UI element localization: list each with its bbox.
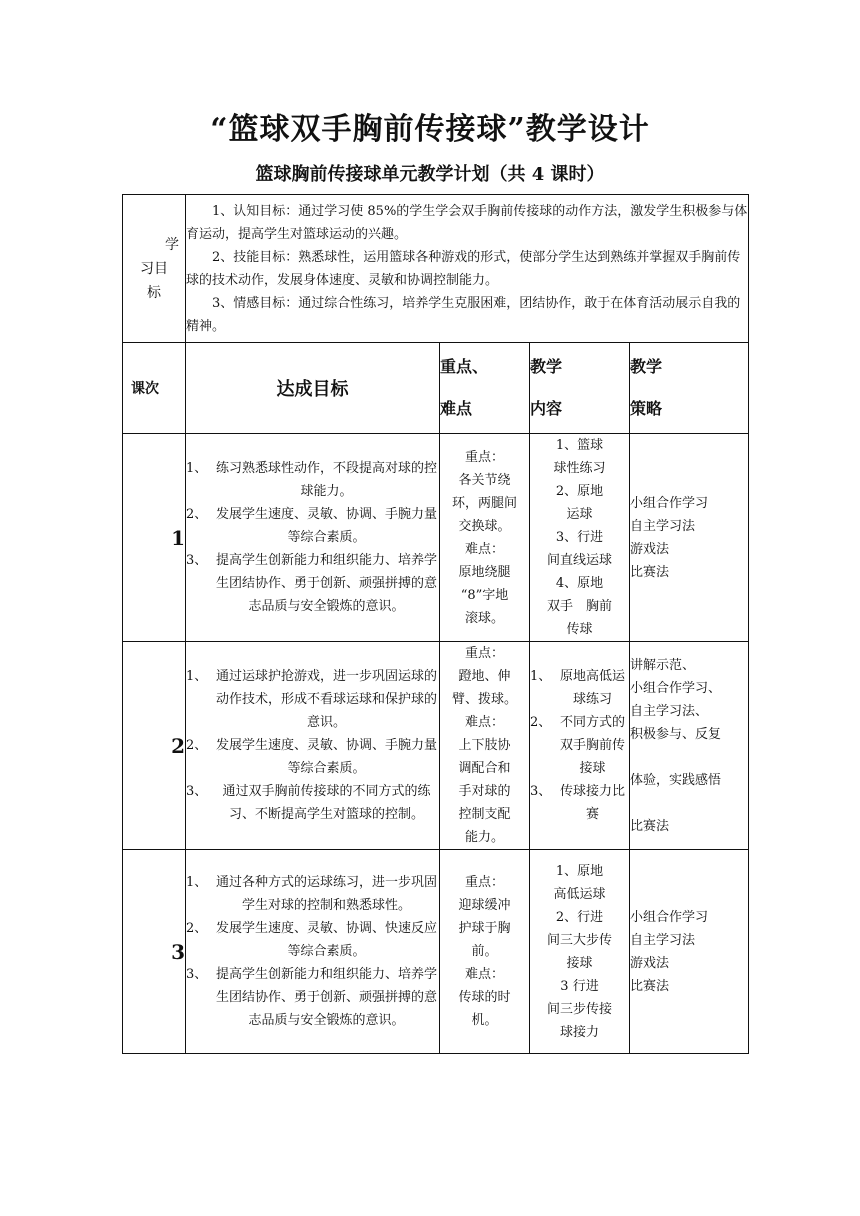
lesson-focus: [440, 642, 530, 850]
goal-number: 1、: [186, 669, 208, 684]
goal-number: 2、: [186, 738, 208, 753]
strategy-line: 比赛法: [630, 818, 670, 834]
lesson-number: 3: [123, 850, 186, 1054]
content-line: 球性练习: [553, 461, 606, 476]
objectives-label: [123, 195, 186, 343]
header-strategy: [630, 343, 749, 434]
goal-item: [186, 549, 439, 618]
lesson-strategy: [630, 434, 749, 642]
lesson-strategy: [630, 642, 749, 850]
strategy-line: 比赛法: [630, 564, 670, 580]
objectives-text: [186, 195, 749, 343]
strategy-line: 自主学习法: [630, 932, 696, 948]
strategy-line: 游戏法: [630, 541, 670, 557]
document-subtitle: 篮球胸前传接球单元教学计划（共 4 课时）: [255, 164, 605, 185]
lesson-plan-table: [122, 194, 749, 1054]
strategy-line: 体验，实践感悟: [630, 772, 722, 788]
focus-line: 调配合和: [458, 761, 511, 776]
lesson-focus: [440, 434, 530, 642]
goal-item: [186, 963, 439, 1032]
lesson-number: 1: [123, 434, 186, 642]
content-line: 1、原地: [555, 863, 604, 879]
goal-item: [186, 780, 439, 826]
goal-item: [186, 917, 439, 963]
lesson-content: [530, 850, 630, 1054]
header-focus: [440, 343, 530, 434]
lesson-row: [123, 642, 749, 850]
focus-line: 蹬地、伸: [458, 669, 511, 684]
content-line: 球接力: [559, 1024, 599, 1040]
strategy-line: 积极参与、反复: [630, 726, 722, 742]
header-strategy-line: 策略: [630, 399, 663, 418]
content-line: 3、行进: [555, 530, 604, 545]
goal-text: 提高学生创新能力和组织能力、培养学生团结协作、勇于创新、顽强拼搏的意志品质与安全锻炼的意识。: [215, 967, 437, 1028]
lesson-row: [123, 850, 749, 1054]
header-lesson: 课次: [123, 343, 186, 434]
content-line: 运球: [566, 507, 593, 522]
goal-item: [186, 457, 439, 503]
objective-affective: 3、情感目标：通过综合性练习，培养学生克服困难，团结协作，敢于在体育活动展示自我的精神。: [186, 295, 741, 334]
lesson-goals: [186, 434, 440, 642]
focus-line: 前。: [471, 944, 498, 959]
goal-item: [186, 871, 439, 917]
content-number: 3、: [530, 784, 552, 799]
strategy-line: 小组合作学习: [630, 495, 709, 511]
focus-line: 重点：: [464, 646, 504, 661]
content-text: 不同方式的双手胸前传接球: [559, 715, 625, 776]
header-focus-line: 重点、: [440, 357, 489, 376]
lesson-strategy: [630, 850, 749, 1054]
content-number: 1、: [530, 669, 552, 684]
content-line: 4、原地: [555, 576, 604, 591]
strategy-line: 自主学习法: [630, 518, 696, 534]
goal-text: 通过双手胸前传接球的不同方式的练习、不断提高学生对篮球的控制。: [222, 784, 431, 822]
focus-line: 环，两腿间: [451, 495, 517, 511]
header-content-line: 内容: [530, 399, 563, 418]
focus-line: 控制支配: [458, 807, 511, 822]
goal-text: 发展学生速度、灵敏、协调、手腕力量等综合素质。: [215, 507, 437, 545]
focus-line: 护球于胸: [458, 921, 511, 936]
goal-text: 发展学生速度、灵敏、协调、快速反应等综合素质。: [215, 921, 437, 959]
lesson-goals: [186, 850, 440, 1054]
focus-line: “8”字地: [460, 587, 509, 603]
lesson-focus: [440, 850, 530, 1054]
content-line: 间直线运球: [546, 553, 612, 568]
strategy-line: 比赛法: [630, 978, 670, 994]
header-focus-line: 难点: [440, 399, 473, 418]
content-item: [530, 711, 629, 780]
lesson-row: [123, 434, 749, 642]
content-line: 高低运球: [553, 886, 606, 902]
focus-line: 迎球缓冲: [458, 898, 511, 913]
lesson-goals: [186, 642, 440, 850]
strategy-line: 讲解示范、: [630, 657, 696, 673]
objective-skill: 2、技能目标：熟悉球性，运用篮球各种游戏的形式，使部分学生达到熟练并掌握双手胸前传球的技术动作，发展身体速度、灵敏和协调控制能力。: [186, 249, 741, 288]
content-line: 间三步传接: [546, 1001, 612, 1017]
goal-text: 提高学生创新能力和组织能力、培养学生团结协作、勇于创新、顽强拼搏的意志品质与安全锻炼的意识。: [215, 553, 437, 614]
goal-number: 1、: [186, 875, 208, 890]
content-number: 2、: [530, 715, 552, 730]
content-text: 传球接力比赛: [559, 784, 625, 822]
focus-line: 难点：: [464, 541, 504, 557]
objective-cognitive: 1、认知目标：通过学习使 85%的学生学会双手胸前传接球的动作方法，激发学生积极参与体育运动，提高学生对篮球运动的兴趣。: [186, 203, 748, 242]
goal-text: 练习熟悉球性动作，不段提高对球的控球能力。: [215, 461, 437, 499]
goal-text: 通过各种方式的运球练习，进一步巩固学生对球的控制和熟悉球性。: [215, 875, 437, 913]
header-content-line: 教学: [530, 357, 563, 376]
header-content: [530, 343, 630, 434]
content-line: 传球: [566, 622, 593, 637]
goal-number: 3、: [186, 967, 208, 982]
focus-line: 难点：: [464, 715, 504, 730]
lesson-number: 2: [123, 642, 186, 850]
objectives-label-line: 习目: [140, 260, 168, 277]
objectives-label-line: 标: [147, 284, 161, 301]
goal-number: 2、: [186, 921, 208, 936]
header-goal: 达成目标: [186, 343, 440, 434]
objectives-label-line: 学: [165, 236, 179, 253]
focus-line: 原地绕腿: [458, 564, 511, 580]
focus-line: 滚球。: [464, 610, 504, 626]
focus-line: 各关节绕: [458, 472, 511, 488]
content-line: 接球: [566, 955, 593, 971]
goal-number: 1、: [186, 461, 208, 476]
goal-number: 3、: [186, 784, 208, 799]
focus-line: 重点：: [464, 449, 504, 465]
goal-number: 2、: [186, 507, 208, 522]
goal-number: 3、: [186, 553, 208, 568]
content-line: 2、原地: [555, 484, 604, 499]
focus-line: 能力。: [464, 830, 504, 845]
content-line: 1、篮球: [555, 438, 604, 453]
focus-line: 重点：: [464, 875, 504, 890]
strategy-line: 小组合作学习: [630, 909, 709, 925]
focus-line: 交换球。: [458, 518, 511, 534]
focus-line: 臂、拨球。: [451, 692, 517, 707]
content-text: 原地高低运球练习: [559, 669, 625, 707]
focus-line: 上下肢协: [458, 738, 511, 753]
lesson-content: [530, 642, 630, 850]
goal-item: [186, 503, 439, 549]
content-line: 间三大步传: [546, 932, 612, 948]
focus-line: 手对球的: [458, 784, 511, 799]
document-title: “篮球双手胸前传接球”教学设计: [210, 112, 650, 147]
goal-text: 发展学生速度、灵敏、协调、手腕力量等综合素质。: [215, 738, 437, 776]
focus-line: 传球的时: [458, 990, 511, 1005]
content-item: [530, 665, 629, 711]
content-line: 双手 胸前: [546, 599, 612, 614]
header-strategy-line: 教学: [630, 357, 663, 376]
objectives-row: [123, 195, 749, 343]
strategy-line: 小组合作学习、: [630, 680, 722, 696]
focus-line: 机。: [471, 1013, 498, 1028]
content-line: 2、行进: [555, 909, 604, 925]
goal-item: [186, 665, 439, 734]
goal-text: 通过运球护抢游戏，进一步巩固运球的动作技术，形成不看球运球和保护球的意识。: [215, 669, 437, 730]
strategy-line: 自主学习法、: [630, 703, 709, 719]
strategy-line: [630, 792, 748, 815]
lesson-content: [530, 434, 630, 642]
content-item: [530, 780, 629, 826]
goal-item: [186, 734, 439, 780]
content-line: 3 行进: [560, 978, 599, 994]
header-row: [123, 343, 749, 434]
focus-line: 难点：: [464, 967, 504, 982]
strategy-line: 游戏法: [630, 955, 670, 971]
strategy-line: [630, 746, 748, 769]
